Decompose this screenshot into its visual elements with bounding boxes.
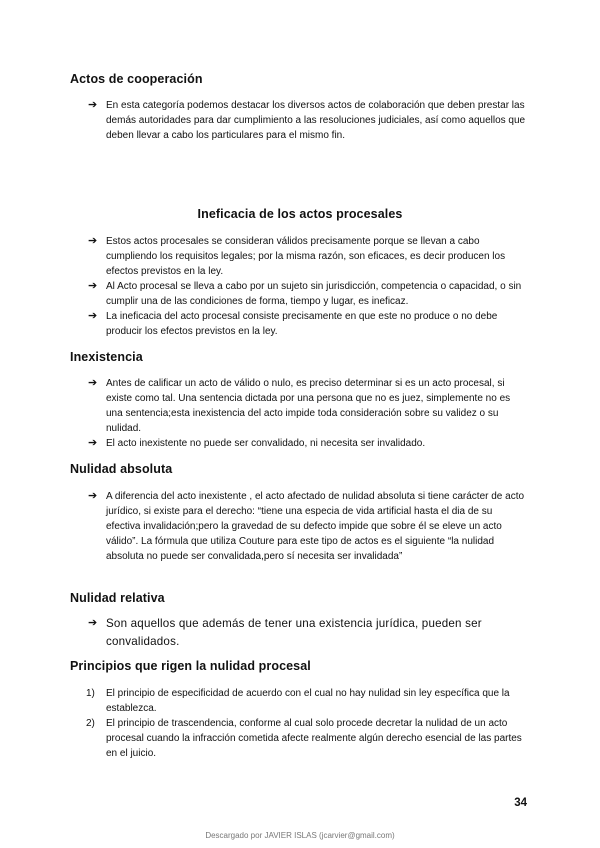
section-title-inexistencia: Inexistencia (70, 350, 143, 364)
arrow-bullet-icon: ➔ (88, 235, 98, 247)
list-item: ➔ Antes de calificar un acto de válido o nulo, es preciso determinar si es un acto procesal, si existe como tal. Una sentencia dictada por una persona que no es juez, simplemente no es una sentencia;esta inexistencia del acto impide toda consideración sobre su validez o su nulidad. (88, 377, 511, 434)
numbered-list-principios (86, 686, 526, 761)
section-title-principios: Principios que rigen la nulidad procesal (70, 659, 311, 673)
page-number: 34 (514, 797, 527, 809)
list-item: 2) El principio de trascendencia, conforme al cual solo procede decretar la nulidad de un acto procesal cuando la infracción cometida afecte realmente algún derecho esencial de las partes en el juicio. (86, 718, 522, 759)
section-title-ineficacia: Ineficacia de los actos procesales (197, 207, 403, 221)
section-title-nulidad-absoluta: Nulidad absoluta (70, 462, 173, 476)
list-item: ➔ Son aquellos que además de tener una existencia jurídica, pueden ser convalidados. (88, 617, 482, 648)
list-item: ➔ La ineficacia del acto procesal consiste precisamente en que este no produce o no debe producir los efectos previstos en la ley. (88, 310, 498, 337)
arrow-bullet-icon: ➔ (88, 377, 98, 389)
download-footer: Descargado por JAVIER ISLAS (jcarvier@gmail.com) (205, 831, 395, 840)
list-item: ➔ Estos actos procesales se consideran válidos precisamente porque se llevan a cabo cumpliendo los requisitos legales; por la misma razón, son eficaces, es decir producen los efectos previstos en la ley. (88, 235, 506, 277)
arrow-bullet-icon: ➔ (88, 310, 98, 322)
bullet-list-inexistencia (88, 376, 526, 451)
section-title-cooperacion: Actos de cooperación (70, 72, 203, 86)
arrow-bullet-icon: ➔ (88, 99, 98, 111)
bullet-list-nulidad-absoluta (88, 489, 526, 564)
list-item: ➔ En esta categoría podemos destacar los diversos actos de colaboración que deben prestar las demás autoridades para dar cumplimiento a las resoluciones judiciales, así como aquellos que deben llevar a cabo los particulares para el mismo fin. (88, 99, 526, 141)
arrow-bullet-icon: ➔ (88, 617, 98, 629)
bullet-list-nulidad-relativa (88, 615, 526, 650)
arrow-bullet-icon: ➔ (88, 490, 98, 502)
bullet-list-cooperacion (88, 98, 526, 143)
bullet-list-ineficacia (88, 234, 526, 339)
section-title-nulidad-relativa: Nulidad relativa (70, 591, 165, 605)
list-item: ➔ A diferencia del acto inexistente , el acto afectado de nulidad absoluta si tiene carácter de acto jurídico, si existe para el derecho: “tiene una especia de vida artificial hasta el dia de su efectiva invalidación;pero la gravedad de su defecto impide que sobre él se eleve un acto válido”. La fórmula que utiliza Couture para este tipo de actos es el siguiente “la nulidad absoluta no puede ser convalidada,pero sí necesita ser invalidada” (88, 490, 525, 562)
list-item: 1) El principio de especificidad de acuerdo con el cual no hay nulidad sin ley específica que la establezca. (86, 688, 510, 714)
list-item: ➔ Al Acto procesal se lleva a cabo por un sujeto sin jurisdicción, competencia o capacidad, o sin cumplir una de las condiciones de forma, tiempo y lugar, es ineficaz. (88, 280, 522, 307)
list-item: ➔ El acto inexistente no puede ser convalidado, ni necesita ser invalidado. (88, 437, 426, 449)
arrow-bullet-icon: ➔ (88, 437, 98, 449)
arrow-bullet-icon: ➔ (88, 280, 98, 292)
